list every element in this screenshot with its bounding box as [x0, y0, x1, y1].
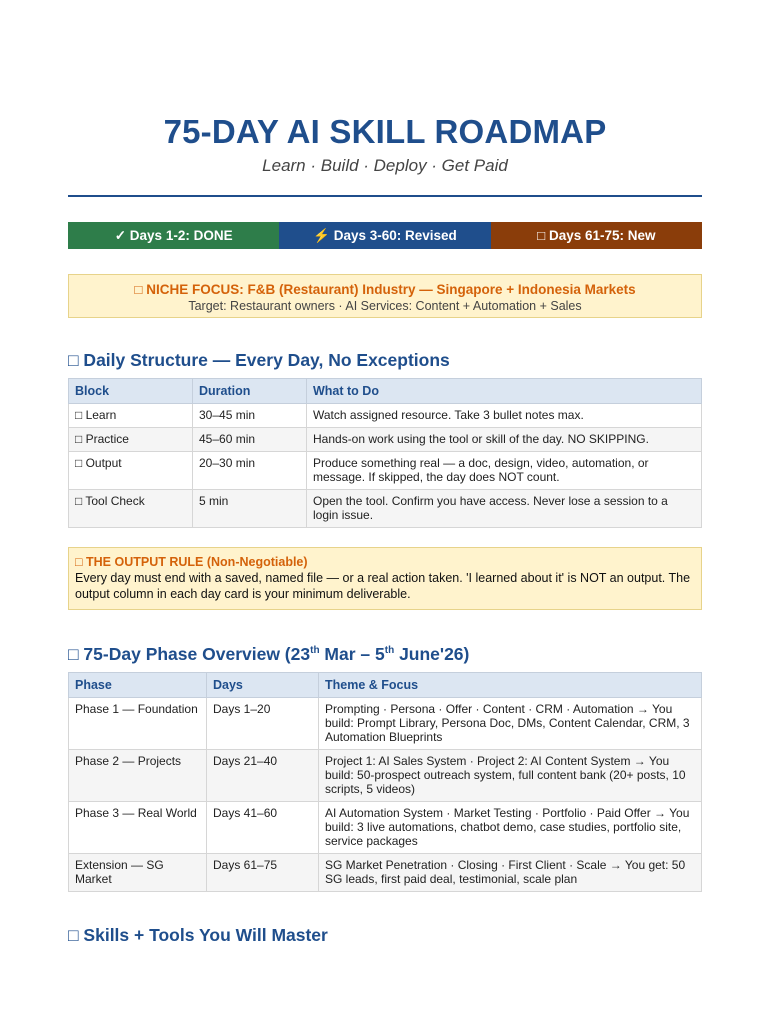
page-title: 75-DAY AI SKILL ROADMAP [163, 113, 607, 150]
table-row [69, 452, 702, 490]
table-cell: AI Automation System · Market Testing · Portfolio · Paid Offer → You build: 3 live automations, chatbot demo, case studies, portfolio site, service packages [319, 802, 702, 854]
table-cell: □ Tool Check [69, 490, 193, 528]
niche-focus-heading: □ NICHE FOCUS: F&B (Restaurant) Industry — Singapore + Indonesia Markets [134, 282, 636, 297]
table-cell: 20–30 min [193, 452, 307, 490]
phase-heading-prefix: □ 75-Day Phase Overview (23 [68, 644, 311, 664]
status-new: □ Days 61-75: New [491, 222, 702, 249]
table-cell: Hands-on work using the tool or skill of the day. NO SKIPPING. [307, 428, 702, 452]
table-header-row [69, 673, 702, 698]
page-subtitle: Learn · Build · Deploy · Get Paid [262, 156, 508, 175]
table-cell: Phase 3 — Real World [69, 802, 207, 854]
status-done: ✓ Days 1-2: DONE [68, 222, 279, 249]
table-cell: Days 1–20 [207, 698, 319, 750]
table-row [69, 490, 702, 528]
daily-structure-heading: □ Daily Structure — Every Day, No Exceptions [68, 350, 450, 370]
output-rule-callout [68, 547, 702, 610]
niche-focus-subtext: Target: Restaurant owners · AI Services: Content + Automation + Sales [188, 299, 582, 313]
table-cell: Project 1: AI Sales System · Project 2: AI Content System → You build: 50-prospect outreach system, full content bank (20+ posts, 10 scripts, 5 videos) [319, 750, 702, 802]
table-cell: Phase 2 — Projects [69, 750, 207, 802]
status-revised: ⚡ Days 3-60: Revised [279, 222, 490, 249]
table-row [69, 802, 702, 854]
table-cell: Days 21–40 [207, 750, 319, 802]
column-header: Phase [69, 673, 207, 698]
title-divider [68, 195, 702, 197]
table-cell: 45–60 min [193, 428, 307, 452]
skills-tools-heading: □ Skills + Tools You Will Master [68, 925, 328, 945]
table-cell: Days 41–60 [207, 802, 319, 854]
phase-heading-sup: th [310, 645, 320, 657]
column-header: Days [207, 673, 319, 698]
phase-heading-mid: Mar – 5 [319, 644, 385, 664]
column-header: What to Do [307, 379, 702, 404]
table-cell: 30–45 min [193, 404, 307, 428]
daily-structure-table [68, 378, 702, 528]
phase-overview-heading [68, 643, 702, 665]
table-row [69, 428, 702, 452]
table-row [69, 750, 702, 802]
table-cell: Extension — SG Market [69, 854, 207, 892]
column-header: Theme & Focus [319, 673, 702, 698]
output-rule-body: Every day must end with a saved, named file — or a real action taken. 'I learned about it' is NOT an output. The output column in each day card is your minimum deliverable. [75, 571, 691, 601]
table-cell: Prompting · Persona · Offer · Content · CRM · Automation → You build: Prompt Library, Persona Doc, DMs, Content Calendar, CRM, 3 Automation Blueprints [319, 698, 702, 750]
table-row [69, 698, 702, 750]
column-header: Block [69, 379, 193, 404]
roadmap-page [68, 0, 702, 946]
table-cell: □ Learn [69, 404, 193, 428]
table-row [69, 854, 702, 892]
table-cell: Watch assigned resource. Take 3 bullet notes max. [307, 404, 702, 428]
phase-heading-sup: th [384, 645, 395, 657]
table-cell: Days 61–75 [207, 854, 319, 892]
table-cell: Open the tool. Confirm you have access. Never lose a session to a login issue. [307, 490, 702, 528]
table-cell: Phase 1 — Foundation [69, 698, 207, 750]
table-cell: □ Practice [69, 428, 193, 452]
output-rule-heading: □ THE OUTPUT RULE (Non-Negotiable) [75, 555, 308, 569]
niche-focus-callout [68, 274, 702, 318]
table-header-row [69, 379, 702, 404]
table-row [69, 404, 702, 428]
phase-overview-table [68, 672, 702, 892]
table-cell: SG Market Penetration · Closing · First Client · Scale → You get: 50 SG leads, first paid deal, testimonial, scale plan [319, 854, 702, 892]
table-cell: Produce something real — a doc, design, video, automation, or message. If skipped, the day does NOT count. [307, 452, 702, 490]
status-bar [68, 222, 702, 249]
table-cell: 5 min [193, 490, 307, 528]
column-header: Duration [193, 379, 307, 404]
table-cell: □ Output [69, 452, 193, 490]
phase-heading-suffix: June'26) [394, 644, 470, 664]
